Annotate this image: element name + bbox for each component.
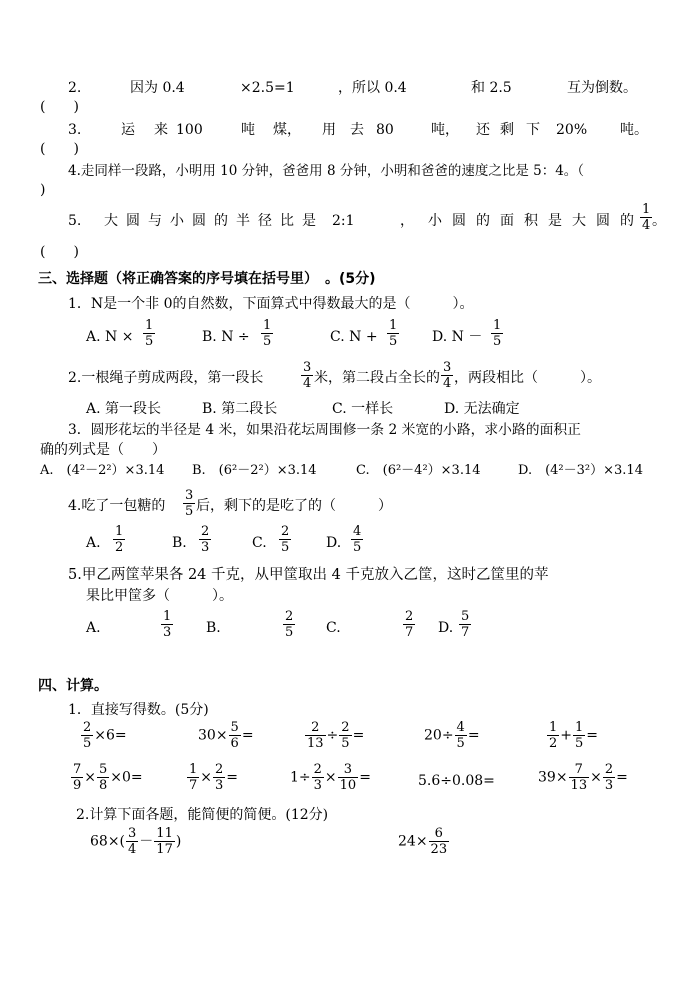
operator: × bbox=[84, 769, 97, 786]
fraction bbox=[573, 720, 585, 751]
item-number: 2. bbox=[68, 80, 82, 96]
item-text: 走同样一段路，小明用 10 分钟，爸爸用 8 分钟，小明和爸爸的速度之比是 5：4。（ bbox=[80, 163, 585, 179]
text-segment: 和 2.5 bbox=[471, 80, 512, 96]
denominator: 3 bbox=[604, 778, 614, 793]
text-segment: 互为倒数。 bbox=[567, 80, 637, 96]
text-segment: 半 bbox=[236, 213, 250, 229]
option-c[interactable] bbox=[330, 328, 378, 346]
option-b[interactable]: B. (6²－2²）×3.14 bbox=[192, 463, 317, 478]
text-segment: 去 bbox=[350, 122, 364, 138]
text-segment: ，所以 0.4 bbox=[338, 80, 407, 96]
fraction bbox=[312, 762, 324, 793]
text-segment: 的 bbox=[214, 213, 228, 229]
option-a[interactable]: A. bbox=[86, 620, 101, 636]
option-label: D. N － bbox=[432, 329, 483, 345]
denominator: 3 bbox=[163, 625, 172, 640]
expr-text: = bbox=[241, 727, 254, 744]
text-segment: 80 bbox=[376, 122, 394, 138]
text-segment: 吨， bbox=[431, 122, 459, 138]
numerator: 4 bbox=[456, 720, 465, 735]
expression bbox=[418, 772, 495, 790]
text-segment: 还 bbox=[476, 122, 490, 138]
stem-text: ，两段相比（ ）。 bbox=[454, 370, 601, 386]
option-b[interactable]: B. bbox=[172, 535, 187, 551]
text-segment: 小 bbox=[170, 213, 184, 229]
text-segment: 来 bbox=[154, 122, 168, 138]
numerator: 1 bbox=[575, 720, 584, 735]
numerator: 4 bbox=[353, 524, 362, 539]
text-segment: 运 bbox=[121, 122, 135, 138]
fraction bbox=[97, 762, 109, 793]
expr-text: 39× bbox=[538, 769, 568, 786]
denominator: 13 bbox=[307, 736, 324, 751]
fraction bbox=[455, 720, 467, 751]
denominator: 4 bbox=[443, 376, 452, 391]
text-segment: 吨。 bbox=[620, 122, 648, 138]
calc-problem-2 bbox=[398, 826, 450, 866]
fraction bbox=[429, 826, 450, 857]
denominator: 3 bbox=[313, 778, 322, 793]
numerator: 2 bbox=[281, 524, 290, 539]
fraction bbox=[213, 762, 225, 793]
q3-stem-line1: 3．圆形花坛的半径是 4 米，如果沿花坛周围修一条 2 米宽的小路，求小路的面积正 bbox=[68, 422, 581, 438]
numerator: 1 bbox=[389, 318, 398, 333]
fraction bbox=[229, 720, 241, 751]
option-c[interactable]: C. 一样长 bbox=[332, 401, 394, 417]
expression bbox=[80, 720, 127, 751]
text-segment: 与 bbox=[148, 213, 162, 229]
text-segment: 大 bbox=[104, 213, 118, 229]
fraction bbox=[183, 488, 195, 519]
stem-text: 后，剩下的是吃了的（ ） bbox=[196, 498, 392, 514]
numerator: 1 bbox=[145, 318, 154, 333]
operator: × bbox=[590, 769, 602, 786]
expr-text: = bbox=[359, 769, 371, 786]
denominator: 7 bbox=[461, 625, 470, 640]
text-segment: 大 bbox=[572, 213, 586, 229]
fraction bbox=[387, 318, 399, 349]
numerator: 1 bbox=[189, 762, 198, 777]
fraction bbox=[351, 524, 363, 555]
judge-item-2 bbox=[68, 79, 654, 97]
fraction bbox=[441, 360, 453, 391]
q1-stem: 1．N是一个非 0的自然数，下面算式中得数最大的是（ ）。 bbox=[68, 296, 474, 312]
expr-text: = bbox=[467, 727, 480, 744]
expr-text: = bbox=[616, 769, 628, 786]
numerator: 2 bbox=[405, 609, 414, 624]
numerator: 3 bbox=[128, 826, 137, 841]
calc-row-2 bbox=[70, 762, 660, 802]
denominator: 7 bbox=[405, 625, 414, 640]
fraction bbox=[261, 318, 273, 349]
fraction bbox=[81, 720, 93, 751]
expr-text: 20÷ bbox=[424, 727, 454, 744]
denominator: 5 bbox=[389, 334, 398, 349]
fraction bbox=[71, 762, 83, 793]
option-b[interactable]: B. 第二段长 bbox=[202, 401, 278, 417]
denominator: 5 bbox=[185, 504, 194, 519]
text-segment: 圆 bbox=[596, 213, 610, 229]
stem-text: 2.一根绳子剪成两段，第一段长 bbox=[68, 370, 264, 386]
text-segment: 圆 bbox=[192, 213, 206, 229]
numerator: 5 bbox=[230, 720, 239, 735]
numerator: 1 bbox=[642, 202, 651, 217]
option-label: A. N × bbox=[86, 329, 134, 345]
item-number: 4. bbox=[68, 163, 81, 179]
answer-paren-close[interactable]: ) bbox=[40, 182, 46, 198]
expr-text: 30× bbox=[198, 727, 228, 744]
numerator: 2 bbox=[215, 762, 224, 777]
fraction bbox=[187, 762, 199, 793]
fraction bbox=[459, 609, 471, 640]
denominator: 5 bbox=[145, 334, 154, 349]
text-segment: 100 bbox=[176, 122, 203, 138]
expr-text: ×0= bbox=[110, 769, 143, 786]
denominator: 4 bbox=[303, 376, 312, 391]
fraction bbox=[113, 524, 125, 555]
expr-text: = bbox=[586, 727, 599, 744]
numerator: 2 bbox=[313, 762, 322, 777]
denominator: 5 bbox=[281, 540, 290, 555]
expression bbox=[424, 720, 480, 751]
text-segment: 的 bbox=[476, 213, 490, 229]
fraction bbox=[603, 762, 615, 793]
operator: － bbox=[139, 833, 154, 850]
numerator: 2 bbox=[83, 720, 92, 735]
fraction bbox=[338, 762, 359, 793]
denominator: 5 bbox=[575, 736, 584, 751]
text-segment: 。 bbox=[652, 213, 666, 229]
option-label: B. N ÷ bbox=[202, 329, 250, 345]
denominator: 9 bbox=[73, 778, 82, 793]
denominator: 4 bbox=[642, 218, 651, 233]
fraction bbox=[569, 762, 590, 793]
expression bbox=[290, 762, 371, 793]
option-label: C. N + bbox=[330, 329, 378, 345]
option-a[interactable]: A. (4²－2²）×3.14 bbox=[40, 463, 165, 478]
text-segment: 吨 bbox=[241, 122, 255, 138]
expression bbox=[70, 762, 143, 793]
expression bbox=[186, 762, 238, 793]
q3-stem-line2: 确的列式是（ ） bbox=[40, 442, 166, 458]
operator: + bbox=[560, 727, 573, 744]
option-d[interactable]: D. (4²－3²）×3.14 bbox=[518, 463, 643, 478]
fraction bbox=[126, 826, 138, 857]
text-segment: 圆 bbox=[452, 213, 466, 229]
text-segment: 剩 bbox=[500, 122, 514, 138]
judge-item-5 bbox=[68, 202, 666, 238]
numerator: 3 bbox=[303, 360, 312, 375]
denominator: 3 bbox=[201, 540, 210, 555]
expr-text: 5.6÷0.08= bbox=[418, 773, 495, 789]
numerator: 1 bbox=[163, 609, 172, 624]
section-3-title: 三、选择题（将正确答案的序号填在括号里） 。(5分) bbox=[38, 271, 376, 287]
fraction bbox=[339, 720, 351, 751]
numerator: 3 bbox=[185, 488, 194, 503]
expr-text: ×6= bbox=[94, 727, 127, 744]
denominator: 2 bbox=[549, 736, 558, 751]
calc-problem-1 bbox=[90, 826, 181, 866]
text-segment: 20% bbox=[556, 122, 588, 138]
item-number: 5. bbox=[68, 213, 82, 229]
text-segment: 用 bbox=[322, 122, 336, 138]
option-d[interactable]: D. 无法确定 bbox=[444, 401, 520, 417]
numerator: 7 bbox=[73, 762, 82, 777]
option-c[interactable]: C. bbox=[326, 620, 341, 636]
judge-item-3 bbox=[68, 121, 656, 139]
numerator: 3 bbox=[443, 360, 452, 375]
text-segment: 是 bbox=[302, 213, 316, 229]
denominator: 6 bbox=[230, 736, 239, 751]
option-b[interactable]: B. bbox=[206, 620, 221, 636]
calc-sub2-title: 2.计算下面各题，能简便的简便。(12分) bbox=[76, 807, 329, 823]
text-segment: 2:1 bbox=[332, 213, 355, 229]
numerator: 11 bbox=[156, 826, 173, 841]
answer-paren[interactable]: ( ) bbox=[40, 99, 79, 115]
fraction bbox=[279, 524, 291, 555]
text-segment: 是 bbox=[548, 213, 562, 229]
denominator: 5 bbox=[493, 334, 502, 349]
numerator: 1 bbox=[263, 318, 272, 333]
fraction bbox=[547, 720, 559, 751]
fraction bbox=[305, 720, 326, 751]
option-c[interactable]: C. bbox=[252, 535, 267, 551]
denominator: 5 bbox=[456, 736, 465, 751]
option-c[interactable]: C. (6²－4²）×3.14 bbox=[356, 463, 481, 478]
q5-stem-line2: 果比甲筐多（ ）。 bbox=[86, 588, 233, 604]
numerator: 5 bbox=[99, 762, 108, 777]
answer-paren[interactable]: ( ) bbox=[40, 141, 79, 157]
fraction bbox=[143, 318, 155, 349]
text-segment: ×2.5=1 bbox=[240, 80, 295, 96]
text-segment: 下 bbox=[526, 122, 540, 138]
text-segment: 比 bbox=[280, 213, 294, 229]
numerator: 7 bbox=[569, 762, 590, 778]
numerator: 6 bbox=[429, 826, 450, 842]
denominator: 5 bbox=[341, 736, 350, 751]
item-number: 3. bbox=[68, 122, 82, 138]
calc-row-1 bbox=[80, 720, 640, 760]
calc-sub1-title: 1．直接写得数。(5分) bbox=[68, 702, 209, 718]
denominator: 17 bbox=[156, 842, 173, 857]
fraction bbox=[640, 202, 652, 233]
operator: ÷ bbox=[326, 727, 339, 744]
expr-text: ) bbox=[175, 833, 182, 850]
expression bbox=[546, 720, 598, 751]
option-d[interactable] bbox=[432, 328, 482, 346]
denominator: 3 bbox=[215, 778, 224, 793]
option-d[interactable]: D. bbox=[326, 535, 342, 551]
numerator: 2 bbox=[285, 609, 294, 624]
expr-text: = bbox=[226, 769, 239, 786]
numerator: 3 bbox=[338, 762, 359, 778]
expr-text: 1÷ bbox=[290, 769, 311, 786]
fraction bbox=[161, 609, 173, 640]
expr-text: 24× bbox=[398, 833, 428, 850]
fraction bbox=[301, 360, 313, 391]
expression bbox=[304, 720, 364, 751]
stem-text: 4.吃了一包糖的 bbox=[68, 498, 166, 514]
denominator: 5 bbox=[263, 334, 272, 349]
numerator: 2 bbox=[305, 720, 326, 736]
denominator: 4 bbox=[128, 842, 137, 857]
text-segment: 的 bbox=[620, 213, 634, 229]
numerator: 2 bbox=[201, 524, 210, 539]
denominator: 5 bbox=[83, 736, 92, 751]
option-a[interactable] bbox=[86, 328, 133, 346]
numerator: 2 bbox=[341, 720, 350, 735]
fraction bbox=[283, 609, 295, 640]
denominator: 5 bbox=[285, 625, 294, 640]
option-b[interactable] bbox=[202, 328, 250, 346]
fraction bbox=[199, 524, 211, 555]
expr-text: = bbox=[352, 727, 365, 744]
denominator: 8 bbox=[99, 778, 108, 793]
denominator: 23 bbox=[430, 842, 448, 857]
text-segment: 面 bbox=[500, 213, 514, 229]
fraction bbox=[154, 826, 175, 857]
numerator: 2 bbox=[604, 762, 614, 777]
text-segment: 径 bbox=[258, 213, 272, 229]
denominator: 7 bbox=[189, 778, 198, 793]
operator: × bbox=[324, 769, 337, 786]
denominator: 2 bbox=[115, 540, 124, 555]
section-4-title: 四、计算。 bbox=[38, 678, 108, 694]
q5-stem-line1: 5.甲乙两筐苹果各 24 千克，从甲筐取出 4 千克放入乙筐，这时乙筐里的苹 bbox=[68, 567, 549, 583]
option-a[interactable]: A. 第一段长 bbox=[86, 401, 162, 417]
expression bbox=[198, 720, 254, 751]
numerator: 1 bbox=[549, 720, 558, 735]
option-d[interactable]: D. bbox=[438, 620, 454, 636]
stem-text: 米，第二段占全长的 bbox=[314, 370, 440, 386]
numerator: 1 bbox=[115, 524, 124, 539]
option-a[interactable]: A. bbox=[86, 535, 101, 551]
operator: × bbox=[200, 769, 213, 786]
judge-item-4 bbox=[68, 162, 584, 180]
text-segment: 圆 bbox=[126, 213, 140, 229]
text-segment: ， bbox=[400, 213, 414, 229]
numerator: 5 bbox=[461, 609, 470, 624]
numerator: 1 bbox=[493, 318, 502, 333]
denominator: 13 bbox=[570, 778, 588, 793]
expression bbox=[538, 762, 628, 793]
text-segment: 煤， bbox=[273, 122, 301, 138]
denominator: 5 bbox=[353, 540, 362, 555]
text-segment: 小 bbox=[428, 213, 442, 229]
text-segment: 因为 0.4 bbox=[130, 80, 185, 96]
fraction bbox=[491, 318, 503, 349]
denominator: 10 bbox=[339, 778, 357, 793]
answer-paren[interactable]: ( ) bbox=[40, 244, 79, 260]
expr-text: 68×( bbox=[90, 833, 126, 850]
fraction bbox=[403, 609, 415, 640]
text-segment: 积 bbox=[524, 213, 538, 229]
